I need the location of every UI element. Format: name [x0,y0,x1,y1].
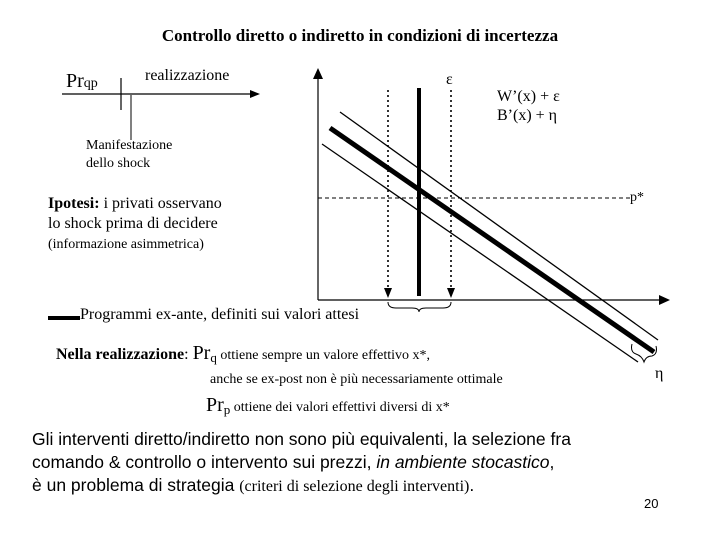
epsilon-label: ε [446,71,453,88]
curve-lower [322,144,638,362]
page-number: 20 [644,496,659,511]
shock-label-line1: Manifestazione [86,138,173,153]
legend-programs-text: Programmi ex-ante, definiti sui valori attesi [80,306,360,323]
brace-under-axis [388,302,451,312]
hypothesis-note: (informazione asimmetrica) [48,237,204,252]
slide-title: Controllo diretto o indiretto in condizioni di incertezza [161,26,559,45]
curve-thick [330,128,654,352]
conclusion-italic: in ambiente stocastico [376,452,550,472]
prp-symbol: $Pr_p$ [206,394,231,417]
realization-line3: $Pr_p$ ottiene dei valori effettivi diversi di x* [206,394,450,417]
realization-line1: Nella realizzazione: $Pr_q$ ottiene sempre un valore effettivo x*, [56,342,431,365]
conclusion-line2: comando & controllo o intervento sui prezzi, in ambiente stocastico, [32,452,555,472]
shock-label-line2: dello shock [86,156,151,171]
hypothesis-bold-label: Ipotesi: [48,195,100,212]
curve-label-1: W’(x) + ε [497,88,560,105]
prq-symbol: $Pr_q$ [192,342,217,365]
hypothesis-line1: Ipotesi: i privati osservano [48,195,222,212]
graph-axes [313,68,670,305]
hypothesis-line2: lo shock prima di decidere [48,215,218,232]
eta-label: η [655,365,664,382]
price-label: p* [630,190,644,205]
realization-line2: anche se ex-post non è più necessariamente ottimale [210,372,503,387]
conclusion-line1: Gli interventi diretto/indiretto non sono più equivalenti, la selezione fra [32,429,571,449]
timeline-left-label: Prqp [66,70,98,92]
realization-label: realizzazione [145,67,230,84]
conclusion-line3: è un problema di strategia (criteri di selezione degli interventi). [32,475,475,495]
curve-label-2: B’(x) + η [497,107,558,124]
